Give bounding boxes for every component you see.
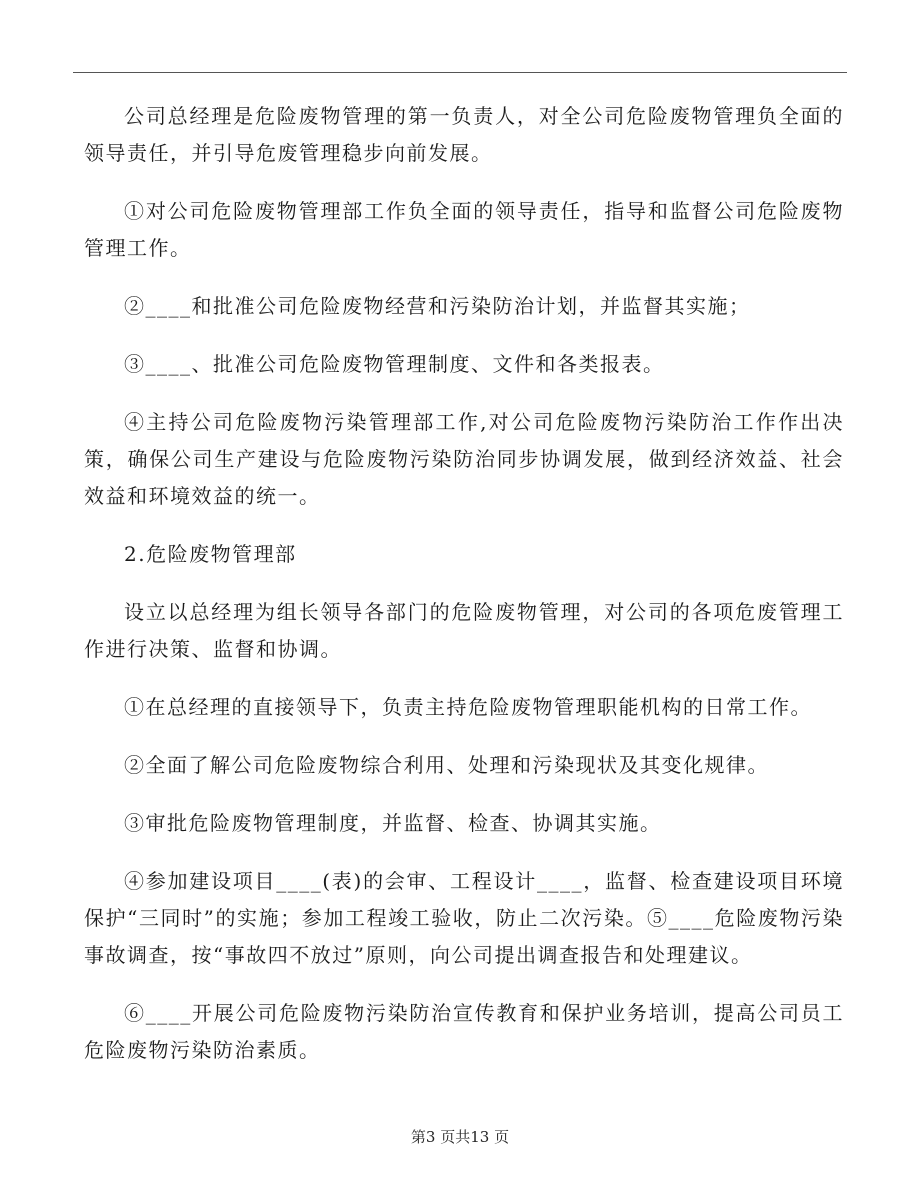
paragraph-dept-duty-2: ②全面了解公司危险废物综合利用、处理和污染现状及其变化规律。 (124, 753, 769, 777)
paragraph-general-manager-intro: 公司总经理是危险废物管理的第一负责人，对全公司危险废物管理负全面的领导责任，并引导危废管理稳步向前发展。 (84, 104, 844, 165)
paragraph-dept-duty-3: ③审批危险废物管理制度，并监督、检查、协调其实施。 (124, 811, 662, 835)
paragraph-gm-duty-4: ④主持公司危险废物污染管理部工作,对公司危险废物污染防治工作作出决策，确保公司生产建设与危险废物污染防治同步协调发展，做到经济效益、社会效益和环境效益的统一。 (84, 410, 844, 508)
paragraph-gm-duty-2: ②____和批准公司危险废物经营和污染防治计划，并监督其实施； (124, 294, 751, 318)
paragraph-gm-duty-3: ③____、批准公司危险废物管理制度、文件和各类报表。 (124, 352, 665, 376)
document-body (84, 98, 844, 1090)
paragraph-dept-duty-4-5: ④参加建设项目____(表)的会审、工程设计____，监督、检查建设项目环境保护“三同时”的实施；参加工程竣工验收，防止二次污染。⑤____危险废物污染事故调查，按“事故四不放过”原则，向公司提出调查报告和处理建议。 (84, 869, 844, 967)
paragraph-dept-intro: 设立以总经理为组长领导各部门的危险废物管理，对公司的各项危废管理工作进行决策、监督和协调。 (84, 600, 844, 661)
paragraph-dept-duty-6: ⑥____开展公司危险废物污染防治宣传教育和保护业务培训，提高公司员工危险废物污染防治素质。 (84, 1001, 844, 1062)
header-rule (73, 72, 847, 73)
page-number-footer: 第3 页共13 页 (410, 1128, 510, 1146)
paragraph-gm-duty-1: ①对公司危险废物管理部工作负全面的领导责任，指导和监督公司危险废物管理工作。 (84, 199, 844, 260)
section-heading-management-dept: 2.危险废物管理部 (124, 542, 297, 566)
paragraph-dept-duty-1: ①在总经理的直接领导下，负责主持危险废物管理职能机构的日常工作。 (124, 695, 812, 719)
